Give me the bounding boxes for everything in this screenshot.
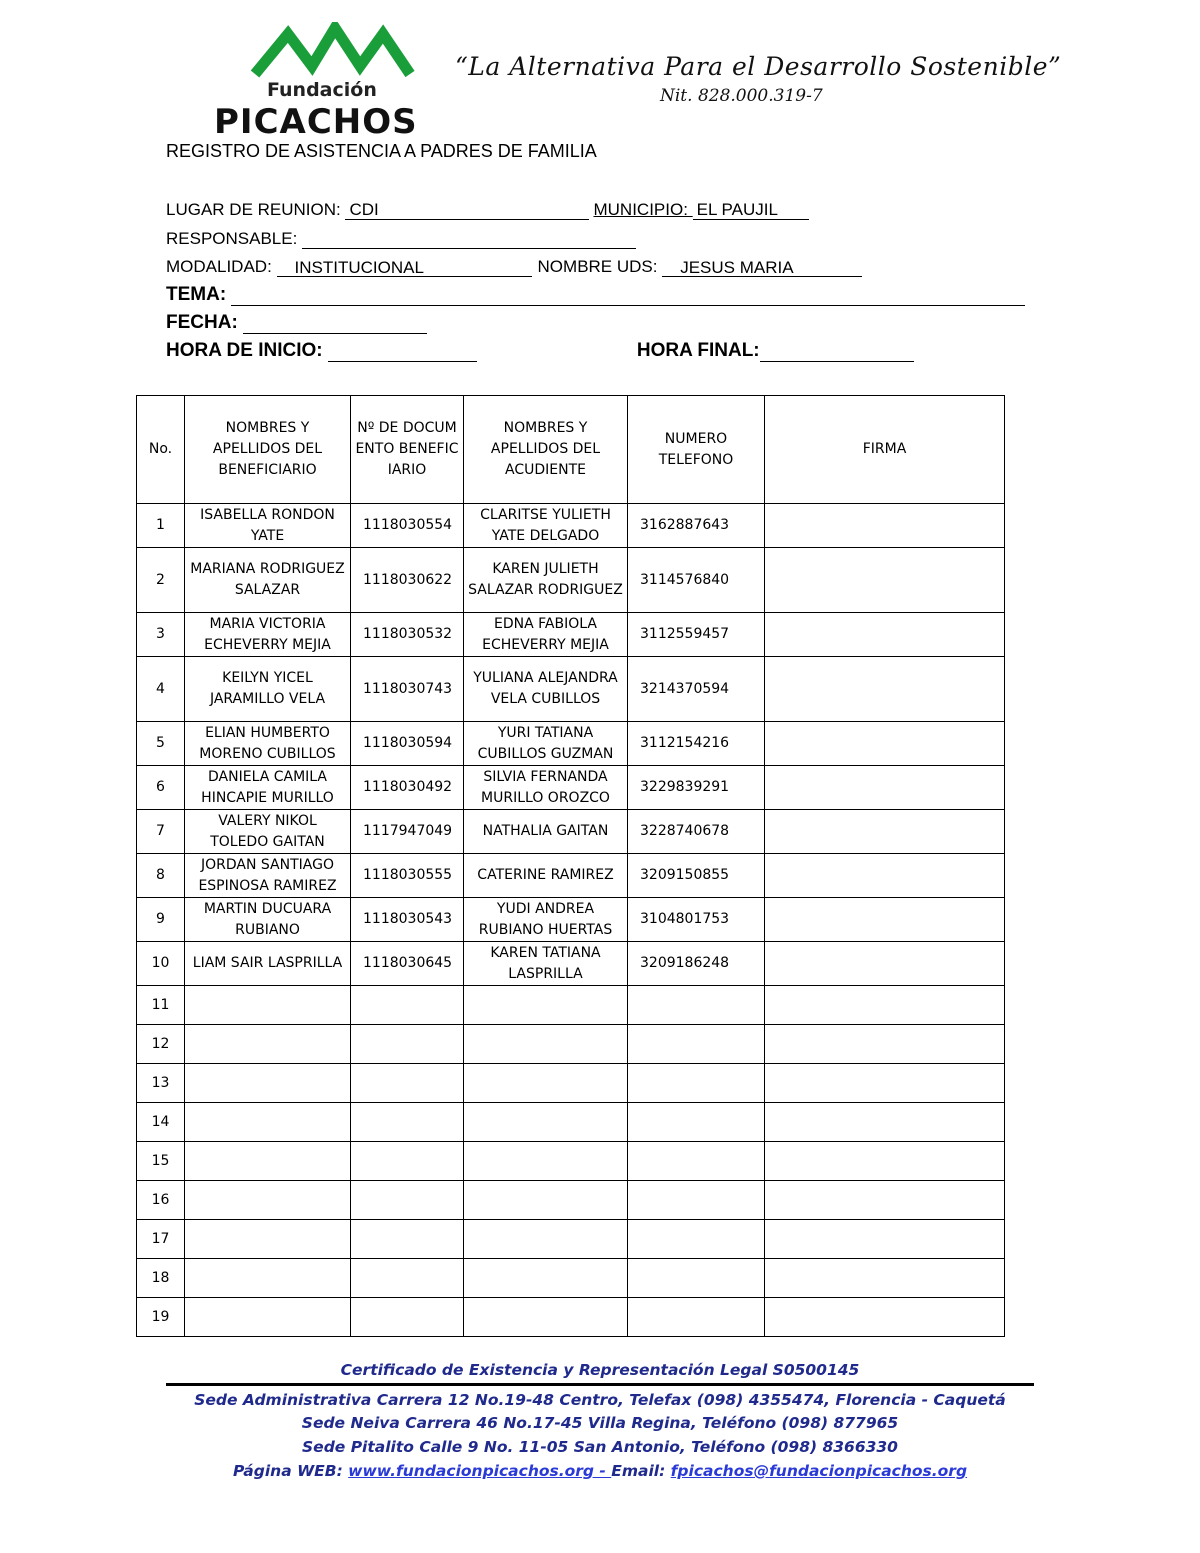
responsable-label: RESPONSABLE:	[166, 229, 303, 248]
documento-cell[interactable]: 1118030543	[351, 898, 464, 942]
table-row	[137, 1142, 1005, 1181]
tema-field[interactable]	[231, 286, 1025, 306]
table-row	[137, 1025, 1005, 1064]
responsable-field[interactable]	[302, 229, 636, 249]
telefono-cell[interactable]: 3114576840	[628, 548, 765, 613]
row-number: 6	[137, 766, 185, 810]
nit-number: Nit. 828.000.319-7	[660, 86, 823, 106]
table-row	[137, 504, 1005, 548]
firma-cell[interactable]	[765, 810, 1005, 854]
beneficiario-cell[interactable]	[185, 1181, 351, 1220]
documento-cell[interactable]	[351, 986, 464, 1025]
documento-cell[interactable]: 1118030622	[351, 548, 464, 613]
header-telefono: NUMERO TELEFONO	[628, 396, 765, 504]
fundacion-picachos-logo	[210, 22, 440, 142]
hora-inicio-field[interactable]	[328, 342, 477, 362]
firma-cell[interactable]	[765, 1142, 1005, 1181]
beneficiario-cell[interactable]: JORDAN SANTIAGO ESPINOSA RAMIREZ	[185, 854, 351, 898]
telefono-cell[interactable]	[628, 1103, 765, 1142]
tema-row	[166, 284, 1025, 306]
beneficiario-cell[interactable]	[185, 1025, 351, 1064]
firma-cell[interactable]	[765, 942, 1005, 986]
acudiente-cell[interactable]	[464, 1259, 628, 1298]
beneficiario-cell[interactable]: VALERY NIKOL TOLEDO GAITAN	[185, 810, 351, 854]
acudiente-cell[interactable]: CATERINE RAMIREZ	[464, 854, 628, 898]
acudiente-cell[interactable]	[464, 1220, 628, 1259]
beneficiario-cell[interactable]: LIAM SAIR LASPRILLA	[185, 942, 351, 986]
documento-cell[interactable]: 1118030645	[351, 942, 464, 986]
documento-cell[interactable]: 1118030594	[351, 722, 464, 766]
row-number: 12	[137, 1025, 185, 1064]
hora-final-label: HORA FINAL:	[636, 340, 760, 361]
table-row	[137, 657, 1005, 722]
telefono-cell[interactable]: 3209150855	[628, 854, 765, 898]
table-row	[137, 722, 1005, 766]
beneficiario-cell[interactable]: ISABELLA RONDON YATE	[185, 504, 351, 548]
document-title: REGISTRO DE ASISTENCIA A PADRES DE FAMILIA	[166, 141, 597, 161]
acudiente-cell[interactable]: SILVIA FERNANDA MURILLO OROZCO	[464, 766, 628, 810]
acudiente-cell[interactable]: EDNA FABIOLA ECHEVERRY MEJIA	[464, 613, 628, 657]
modalidad-uds-row	[166, 257, 862, 277]
beneficiario-cell[interactable]	[185, 1298, 351, 1337]
table-row	[137, 1103, 1005, 1142]
municipio-field[interactable]: EL PAUJIL	[693, 200, 809, 220]
telefono-cell[interactable]: 3104801753	[628, 898, 765, 942]
firma-cell[interactable]	[765, 1259, 1005, 1298]
documento-cell[interactable]	[351, 1025, 464, 1064]
lugar-municipio-row	[166, 200, 809, 220]
email-link[interactable]: fpicachos@fundacionpicachos.org	[670, 1462, 968, 1480]
firma-cell[interactable]	[765, 766, 1005, 810]
acudiente-cell[interactable]	[464, 1025, 628, 1064]
fecha-field[interactable]	[243, 314, 427, 334]
row-number: 7	[137, 810, 185, 854]
beneficiario-cell[interactable]: MARIANA RODRIGUEZ SALAZAR	[185, 548, 351, 613]
row-number: 5	[137, 722, 185, 766]
firma-cell[interactable]	[765, 1064, 1005, 1103]
attendance-table	[136, 395, 1005, 1337]
beneficiario-cell[interactable]	[185, 1142, 351, 1181]
firma-cell[interactable]	[765, 613, 1005, 657]
acudiente-cell[interactable]	[464, 1181, 628, 1220]
table-header-row	[137, 396, 1005, 504]
responsable-row	[166, 229, 636, 249]
firma-cell[interactable]	[765, 986, 1005, 1025]
header-nombres-beneficiario: NOMBRES Y APELLIDOS DEL BENEFICIARIO	[185, 396, 351, 504]
telefono-cell[interactable]: 3228740678	[628, 810, 765, 854]
footer-sede-neiva: Sede Neiva Carrera 46 No.17-45 Villa Regina, Teléfono (098) 877965	[301, 1414, 899, 1432]
acudiente-cell[interactable]	[464, 1142, 628, 1181]
beneficiario-cell[interactable]: ELIAN HUMBERTO MORENO CUBILLOS	[185, 722, 351, 766]
firma-cell[interactable]	[765, 1181, 1005, 1220]
firma-cell[interactable]	[765, 504, 1005, 548]
acudiente-cell[interactable]: CLARITSE YULIETH YATE DELGADO	[464, 504, 628, 548]
link-separator: -	[594, 1462, 612, 1480]
firma-cell[interactable]	[765, 548, 1005, 613]
modalidad-label: MODALIDAD:	[166, 257, 277, 276]
fecha-label: FECHA:	[166, 312, 244, 333]
documento-cell[interactable]: 1118030532	[351, 613, 464, 657]
telefono-cell[interactable]: 3112154216	[628, 722, 765, 766]
table-row	[137, 613, 1005, 657]
row-number: 4	[137, 657, 185, 722]
table-row	[137, 986, 1005, 1025]
header-documento: Nº DE DOCUMENTO BENEFICIARIO	[351, 396, 464, 504]
acudiente-cell[interactable]	[464, 1064, 628, 1103]
tema-label: TEMA:	[166, 284, 232, 305]
mountains-logo-icon	[250, 22, 415, 82]
logo-text-picachos: PICACHOS	[214, 102, 418, 142]
row-number: 2	[137, 548, 185, 613]
documento-cell[interactable]: 1118030743	[351, 657, 464, 722]
beneficiario-cell[interactable]	[185, 1220, 351, 1259]
firma-cell[interactable]	[765, 1220, 1005, 1259]
row-number: 19	[137, 1298, 185, 1337]
acudiente-cell[interactable]: YULIANA ALEJANDRA VELA CUBILLOS	[464, 657, 628, 722]
hora-row	[166, 340, 914, 362]
row-number: 1	[137, 504, 185, 548]
modalidad-field[interactable]: INSTITUCIONAL	[277, 258, 532, 277]
beneficiario-cell[interactable]	[185, 986, 351, 1025]
logo-text-fundacion: Fundación	[267, 79, 377, 101]
documento-cell[interactable]	[351, 1103, 464, 1142]
firma-cell[interactable]	[765, 1025, 1005, 1064]
documento-cell[interactable]: 1118030555	[351, 854, 464, 898]
nombre-uds-label: NOMBRE UDS:	[537, 257, 663, 276]
documento-cell[interactable]	[351, 1298, 464, 1337]
beneficiario-cell[interactable]	[185, 1064, 351, 1103]
firma-cell[interactable]	[765, 722, 1005, 766]
table-row	[137, 766, 1005, 810]
row-number: 8	[137, 854, 185, 898]
fecha-row	[166, 312, 427, 334]
row-number: 14	[137, 1103, 185, 1142]
documento-cell[interactable]: 1117947049	[351, 810, 464, 854]
beneficiario-cell[interactable]	[185, 1103, 351, 1142]
telefono-cell[interactable]	[628, 1025, 765, 1064]
row-number: 18	[137, 1259, 185, 1298]
footer-certificado: Certificado de Existencia y Representación Legal S0500145	[340, 1361, 860, 1379]
row-number: 11	[137, 986, 185, 1025]
acudiente-cell[interactable]: KAREN JULIETH SALAZAR RODRIGUEZ	[464, 548, 628, 613]
header-firma: FIRMA	[765, 396, 1005, 504]
table-row	[137, 1181, 1005, 1220]
telefono-cell[interactable]: 3229839291	[628, 766, 765, 810]
acudiente-cell[interactable]	[464, 986, 628, 1025]
beneficiario-cell[interactable]: MARIA VICTORIA ECHEVERRY MEJIA	[185, 613, 351, 657]
footer-sede-pitalito: Sede Pitalito Calle 9 No. 11-05 San Antonio, Teléfono (098) 8366330	[302, 1438, 898, 1456]
telefono-cell[interactable]	[628, 1220, 765, 1259]
beneficiario-cell[interactable]: KEILYN YICEL JARAMILLO VELA	[185, 657, 351, 722]
table-row	[137, 1298, 1005, 1337]
firma-cell[interactable]	[765, 1298, 1005, 1337]
telefono-cell[interactable]	[628, 1181, 765, 1220]
lugar-field[interactable]: CDI	[345, 200, 589, 220]
website-link[interactable]: www.fundacionpicachos.org	[348, 1462, 595, 1480]
table-row	[137, 810, 1005, 854]
header-no: No.	[137, 396, 185, 504]
row-number: 10	[137, 942, 185, 986]
motto: “La Alternativa Para el Desarrollo Sostenible”	[455, 52, 1062, 81]
beneficiario-cell[interactable]: MARTIN DUCUARA RUBIANO	[185, 898, 351, 942]
documento-cell[interactable]	[351, 1259, 464, 1298]
firma-cell[interactable]	[765, 898, 1005, 942]
row-number: 13	[137, 1064, 185, 1103]
documento-cell[interactable]: 1118030492	[351, 766, 464, 810]
documento-cell[interactable]: 1118030554	[351, 504, 464, 548]
acudiente-cell[interactable]: KAREN TATIANA LASPRILLA	[464, 942, 628, 986]
table-row	[137, 854, 1005, 898]
acudiente-cell[interactable]: YUDI ANDREA RUBIANO HUERTAS	[464, 898, 628, 942]
acudiente-cell[interactable]: YURI TATIANA CUBILLOS GUZMAN	[464, 722, 628, 766]
beneficiario-cell[interactable]: DANIELA CAMILA HINCAPIE MURILLO	[185, 766, 351, 810]
footer-divider	[166, 1383, 1034, 1386]
acudiente-cell[interactable]	[464, 1298, 628, 1337]
table-row	[137, 898, 1005, 942]
hora-final-field[interactable]	[760, 342, 914, 362]
telefono-cell[interactable]: 3214370594	[628, 657, 765, 722]
documento-cell[interactable]	[351, 1220, 464, 1259]
table-row	[137, 1259, 1005, 1298]
row-number: 17	[137, 1220, 185, 1259]
telefono-cell[interactable]	[628, 1064, 765, 1103]
row-number: 9	[137, 898, 185, 942]
footer-sede-administrativa: Sede Administrativa Carrera 12 No.19-48 Centro, Telefax (098) 4355474, Florencia - Caquetá	[194, 1391, 1006, 1409]
hora-inicio-label: HORA DE INICIO:	[166, 340, 328, 361]
telefono-cell[interactable]: 3112559457	[628, 613, 765, 657]
firma-cell[interactable]	[765, 657, 1005, 722]
nombre-uds-field[interactable]: JESUS MARIA	[662, 258, 862, 277]
table-row	[137, 1064, 1005, 1103]
acudiente-cell[interactable]	[464, 1103, 628, 1142]
lugar-label: LUGAR DE REUNION:	[166, 200, 346, 219]
table-row	[137, 548, 1005, 613]
footer-contact	[166, 1462, 1034, 1480]
table-row	[137, 942, 1005, 986]
firma-cell[interactable]	[765, 854, 1005, 898]
documento-cell[interactable]	[351, 1181, 464, 1220]
header-nombres-acudiente: NOMBRES Y APELLIDOS DEL ACUDIENTE	[464, 396, 628, 504]
row-number: 16	[137, 1181, 185, 1220]
documento-cell[interactable]	[351, 1142, 464, 1181]
beneficiario-cell[interactable]	[185, 1259, 351, 1298]
municipio-label: MUNICIPIO:	[593, 200, 693, 219]
telefono-cell[interactable]	[628, 1259, 765, 1298]
footer-email-label: Email:	[611, 1462, 671, 1480]
firma-cell[interactable]	[765, 1103, 1005, 1142]
table-row	[137, 1220, 1005, 1259]
acudiente-cell[interactable]: NATHALIA GAITAN	[464, 810, 628, 854]
telefono-cell[interactable]: 3209186248	[628, 942, 765, 986]
row-number: 15	[137, 1142, 185, 1181]
documento-cell[interactable]	[351, 1064, 464, 1103]
row-number: 3	[137, 613, 185, 657]
telefono-cell[interactable]	[628, 1298, 765, 1337]
telefono-cell[interactable]	[628, 1142, 765, 1181]
footer-web-label: Página WEB:	[232, 1462, 349, 1480]
telefono-cell[interactable]: 3162887643	[628, 504, 765, 548]
telefono-cell[interactable]	[628, 986, 765, 1025]
